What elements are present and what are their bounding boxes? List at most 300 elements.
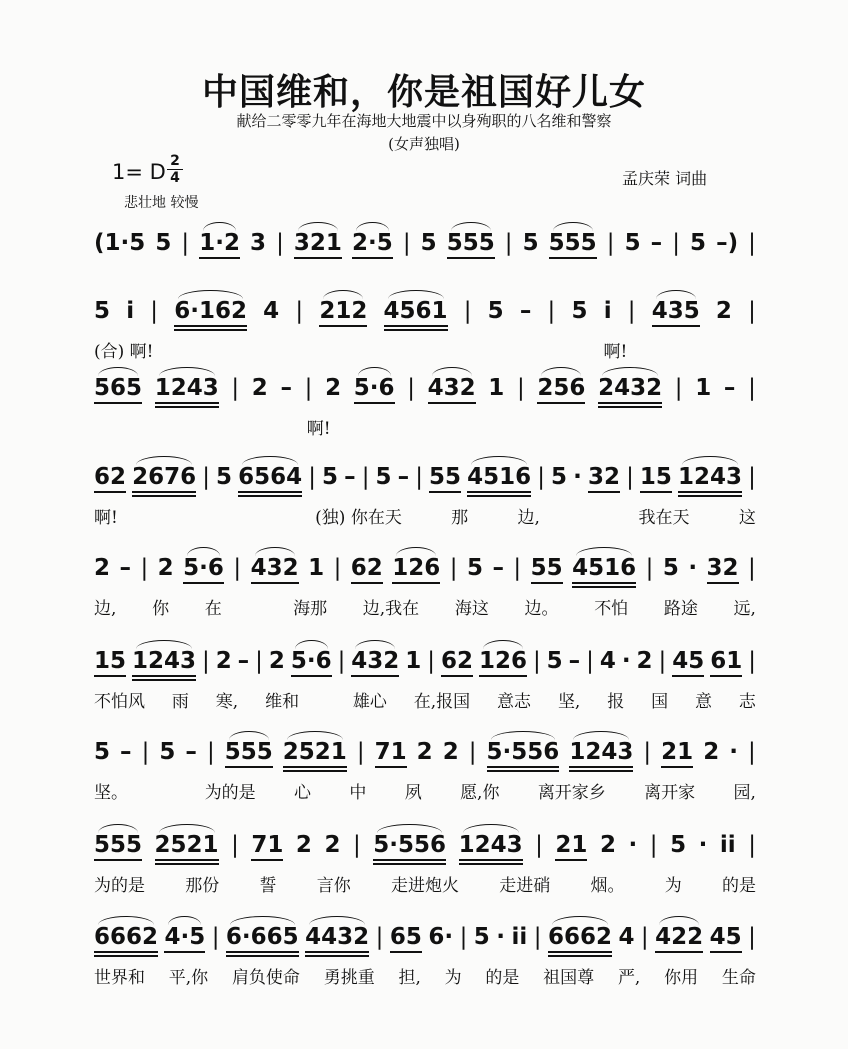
- note-group: 2: [215, 648, 232, 674]
- lyric-syllables: 雄心: [352, 692, 387, 712]
- lyric-syllables: 边,: [517, 508, 540, 528]
- beam-underline: [710, 675, 742, 677]
- beam-underline: [447, 257, 495, 259]
- slur-mark: [98, 824, 138, 833]
- bar-line: |: [356, 739, 365, 765]
- notes-line: [94, 462, 756, 492]
- lyric-syllables: 寒,: [215, 692, 239, 712]
- note-group: 5: [487, 298, 504, 324]
- beam-underline: [294, 257, 342, 259]
- beam-underline: [392, 582, 440, 584]
- bar-line: |: [202, 464, 210, 490]
- notes-line: [94, 830, 756, 860]
- bar-line: |: [748, 555, 756, 581]
- beam-underline: [226, 951, 299, 953]
- lyric-syllables: 生命: [721, 968, 756, 988]
- note-group: 4432: [305, 924, 370, 950]
- note-group: 61: [710, 648, 743, 674]
- bar-line: |: [640, 924, 649, 950]
- note-group: 6662: [94, 924, 159, 950]
- beam-underline: [305, 951, 369, 953]
- notes-line: [94, 922, 756, 952]
- note-group: 555: [548, 230, 597, 256]
- beam-underline: [655, 951, 703, 953]
- beam-underline: [132, 679, 196, 681]
- note-group: 5: [670, 832, 687, 858]
- voice-type: (女声独唱): [388, 135, 460, 153]
- note-group: 5: [94, 739, 111, 765]
- bar-line: |: [201, 648, 210, 674]
- note-group: 5: [624, 230, 641, 256]
- lyric-syllables: 你用: [664, 968, 699, 988]
- lyric-syllables: 园,: [733, 783, 756, 803]
- note-group: 2: [442, 739, 459, 765]
- beam-underline: [569, 770, 633, 772]
- lyric-syllables: 离开家: [644, 783, 696, 803]
- note-group: i: [126, 298, 135, 324]
- bar-line: |: [533, 924, 542, 950]
- beam-underline: [164, 951, 205, 953]
- beam-underline: [572, 586, 636, 588]
- note-group: 2: [157, 555, 174, 581]
- note-group: 4516: [467, 464, 532, 490]
- lyric-syllables: 这: [738, 508, 756, 528]
- lyric-syllables: 世界和: [94, 968, 145, 988]
- bar-line: |: [649, 832, 658, 858]
- beam-underline: [429, 491, 461, 493]
- note-group: 55: [429, 464, 462, 490]
- beam-underline: [155, 406, 219, 408]
- note-group: 212: [319, 298, 368, 324]
- bar-line: |: [748, 298, 756, 324]
- composer-credit: 孟庆荣 词曲: [622, 169, 708, 188]
- lyrics-line: [94, 968, 756, 988]
- beam-underline: [652, 325, 700, 327]
- bar-line: |: [748, 832, 756, 858]
- slur-mark: [451, 222, 491, 231]
- lyric-syllables: 你: [152, 599, 170, 619]
- beam-underline: [305, 955, 369, 957]
- note-group: 21: [555, 832, 588, 858]
- lyric-syllables: 啊!: [306, 419, 331, 439]
- note-group: 2432: [598, 375, 663, 401]
- bar-line: |: [672, 230, 680, 256]
- slur-mark: [471, 456, 527, 465]
- note-group: 21: [661, 739, 694, 765]
- note-group: 4·5: [164, 924, 206, 950]
- note-group: 15: [639, 464, 672, 490]
- slur-mark: [396, 547, 436, 556]
- beam-underline: [174, 325, 247, 327]
- lyric-syllables: 夙: [404, 783, 422, 803]
- note-group: 1243: [569, 739, 634, 765]
- note-group: 5: [322, 464, 339, 490]
- note-group: 2521: [282, 739, 347, 765]
- beam-underline: [183, 582, 224, 584]
- time-signature: [167, 154, 183, 185]
- bar-line: |: [513, 555, 522, 581]
- slur-mark: [159, 367, 215, 376]
- slur-mark: [298, 222, 338, 231]
- lyric-syllables: 为的是: [94, 876, 145, 896]
- song-title: 中国维和，你是祖国好儿女: [201, 72, 646, 113]
- note-group: 5: [522, 230, 539, 256]
- beam-underline: [487, 770, 560, 772]
- note-group: ·: [496, 924, 506, 950]
- note-group: 321: [293, 230, 342, 256]
- note-group: 62: [350, 555, 383, 581]
- lyric-syllables: 担,: [398, 968, 421, 988]
- note-group: 555: [94, 832, 143, 858]
- note-group: 5: [546, 648, 563, 674]
- note-group: 5: [662, 555, 679, 581]
- beam-underline: [678, 491, 742, 493]
- tempo-marking: 悲壮地 较慢: [124, 195, 199, 211]
- lyric-syllables: 啊!: [603, 342, 628, 362]
- note-group: –: [120, 739, 132, 765]
- note-group: 126: [478, 648, 527, 674]
- lyric-syllables: (合) 啊!: [94, 342, 154, 362]
- note-group: 6564: [238, 464, 303, 490]
- note-group: 432: [427, 375, 476, 401]
- slur-mark: [309, 916, 365, 925]
- note-group: 62: [440, 648, 473, 674]
- slur-mark: [168, 916, 201, 925]
- note-group: 45: [709, 924, 742, 950]
- beam-underline: [352, 257, 393, 259]
- note-group: 5: [551, 464, 568, 490]
- beam-underline: [291, 675, 332, 677]
- beam-underline: [548, 951, 612, 953]
- bar-line: |: [535, 832, 543, 858]
- beam-underline: [640, 491, 672, 493]
- lyric-syllables: 心: [294, 783, 312, 803]
- lyric-syllables: 坚。: [94, 783, 128, 803]
- beam-underline: [441, 675, 473, 677]
- notes-line: [94, 228, 756, 258]
- lyrics-line: [94, 692, 756, 712]
- note-group: 32: [587, 464, 620, 490]
- slur-mark: [541, 367, 581, 376]
- lyric-syllables: 愿,你: [460, 783, 500, 803]
- note-group: 45: [672, 648, 705, 674]
- note-group: 4516: [572, 555, 637, 581]
- beam-underline: [225, 766, 273, 768]
- note-group: 2: [325, 375, 342, 401]
- beam-underline: [238, 491, 302, 493]
- note-group: (1·5: [94, 230, 146, 256]
- lyric-syllables: 的是: [485, 968, 520, 988]
- slur-mark: [229, 731, 269, 740]
- note-group: –: [492, 555, 504, 581]
- bar-line: |: [504, 230, 513, 256]
- bar-line: |: [547, 298, 556, 324]
- note-group: 71: [251, 832, 284, 858]
- slur-mark: [355, 640, 395, 649]
- note-group: 2: [295, 832, 312, 858]
- beam-underline: [354, 402, 395, 404]
- bar-line: |: [748, 375, 756, 401]
- beam-underline: [373, 859, 446, 861]
- note-group: –: [237, 648, 250, 674]
- beam-underline: [537, 402, 585, 404]
- lyric-syllables: 中: [349, 783, 367, 803]
- beam-underline: [598, 406, 662, 408]
- slur-mark: [323, 290, 363, 299]
- slur-mark: [136, 456, 192, 465]
- note-group: –: [397, 464, 410, 490]
- bar-line: |: [353, 832, 361, 858]
- beam-underline: [155, 863, 219, 865]
- beam-underline: [251, 582, 299, 584]
- lyric-syllables: 祖国尊: [543, 968, 595, 988]
- note-group: 6·162: [174, 298, 247, 324]
- bar-line: |: [463, 298, 472, 324]
- bar-line: |: [337, 648, 346, 674]
- bar-line: |: [537, 464, 545, 490]
- beam-underline: [174, 329, 247, 331]
- note-group: 32: [706, 555, 739, 581]
- note-group: 2: [703, 739, 720, 765]
- lyric-syllables: 边,我在: [362, 599, 420, 619]
- note-group: 2676: [132, 464, 197, 490]
- note-group: 1·2: [199, 230, 240, 256]
- note-group: 1: [488, 375, 505, 401]
- beam-underline: [384, 325, 448, 327]
- note-group: 6662: [547, 924, 612, 950]
- note-group: 2: [599, 832, 616, 858]
- notes-line: [94, 553, 756, 583]
- lyric-syllables: 远,: [733, 599, 756, 619]
- bar-line: |: [748, 648, 756, 674]
- note-group: 71: [374, 739, 407, 765]
- bar-line: |: [748, 924, 756, 950]
- note-group: i: [603, 298, 612, 324]
- bar-line: |: [468, 739, 477, 765]
- note-group: –: [280, 375, 292, 401]
- bar-line: |: [181, 230, 190, 256]
- beam-underline: [132, 495, 196, 497]
- note-group: 65: [389, 924, 422, 950]
- beam-underline: [94, 951, 158, 953]
- beam-underline: [707, 582, 739, 584]
- lyric-syllables: 走进硝: [499, 876, 551, 896]
- beam-underline: [572, 582, 636, 584]
- key-signature: 1= D: [112, 160, 166, 184]
- lyric-syllables: 肩负使命: [231, 968, 300, 988]
- beam-underline: [549, 257, 597, 259]
- note-group: 5: [473, 924, 490, 950]
- lyric-syllables: 在: [204, 599, 222, 619]
- note-group: 2: [251, 375, 268, 401]
- notes-line: [94, 737, 756, 767]
- slur-mark: [388, 290, 444, 299]
- note-group: 4561: [383, 298, 448, 324]
- beam-underline: [238, 495, 302, 497]
- bar-line: |: [606, 230, 615, 256]
- beam-underline: [155, 859, 219, 861]
- beam-underline: [678, 495, 742, 497]
- slur-mark: [203, 222, 236, 231]
- beam-underline: [710, 951, 742, 953]
- lyric-syllables: 国: [651, 692, 669, 712]
- bar-line: |: [532, 648, 541, 674]
- beam-underline: [155, 402, 219, 404]
- bar-line: |: [645, 555, 654, 581]
- lyric-syllables: 雨: [171, 692, 189, 712]
- slur-mark: [287, 731, 343, 740]
- slur-mark: [553, 222, 593, 231]
- note-group: 6·665: [225, 924, 299, 950]
- note-group: ·: [688, 555, 698, 581]
- bar-line: |: [626, 464, 634, 490]
- bar-line: |: [206, 739, 215, 765]
- note-group: 1243: [131, 648, 196, 674]
- note-group: ii: [511, 924, 528, 950]
- lyric-syllables: 勇挑重: [323, 968, 375, 988]
- note-group: –: [568, 648, 581, 674]
- beam-underline: [251, 859, 283, 861]
- time-signature-top: 2: [170, 153, 180, 169]
- lyric-syllables: 为: [664, 876, 682, 896]
- note-group: 5: [466, 555, 483, 581]
- bar-line: |: [459, 924, 468, 950]
- beam-underline: [132, 675, 196, 677]
- note-group: 555: [446, 230, 495, 256]
- lyric-syllables: 啊!: [94, 508, 118, 528]
- note-group: ·: [729, 739, 738, 765]
- lyrics-line: [94, 419, 756, 439]
- bar-line: |: [586, 648, 594, 674]
- lyric-syllables: 海这: [454, 599, 489, 619]
- note-group: 2: [636, 648, 653, 674]
- slur-mark: [682, 456, 738, 465]
- bar-line: |: [150, 298, 159, 324]
- bar-line: |: [674, 375, 683, 401]
- beam-underline: [199, 257, 240, 259]
- bar-line: |: [308, 464, 316, 490]
- slur-mark: [602, 367, 658, 376]
- lyrics-line: [94, 508, 756, 528]
- note-group: 432: [351, 648, 400, 674]
- bar-line: |: [255, 648, 263, 674]
- note-group: 6·: [428, 924, 454, 950]
- lyric-syllables: 路途: [663, 599, 698, 619]
- note-group: 4: [618, 924, 635, 950]
- beam-underline: [661, 766, 693, 768]
- lyric-syllables: 走进炮火: [391, 876, 459, 896]
- slur-mark: [159, 824, 215, 833]
- note-group: –: [185, 739, 197, 765]
- lyric-syllables: 为的是: [204, 783, 256, 803]
- note-group: –): [716, 230, 739, 256]
- note-group: –: [119, 555, 131, 581]
- note-group: ·: [628, 832, 638, 858]
- beam-underline: [459, 863, 523, 865]
- beam-underline: [487, 766, 560, 768]
- slur-mark: [483, 640, 523, 649]
- beam-underline: [375, 766, 407, 768]
- note-group: 5·6: [290, 648, 332, 674]
- note-group: 4: [263, 298, 280, 324]
- slur-mark: [573, 731, 629, 740]
- beam-underline: [531, 582, 563, 584]
- lyric-syllables: 报: [607, 692, 625, 712]
- note-group: 5·556: [373, 832, 447, 858]
- note-group: 2: [268, 648, 285, 674]
- slur-mark: [576, 547, 632, 556]
- note-group: 1243: [677, 464, 742, 490]
- beam-underline: [390, 951, 422, 953]
- beam-underline: [132, 491, 196, 493]
- note-group: 1: [695, 375, 712, 401]
- bar-line: |: [304, 375, 313, 401]
- slur-mark: [98, 367, 138, 376]
- note-group: 5: [690, 230, 707, 256]
- note-group: 5: [216, 464, 233, 490]
- bar-line: |: [140, 555, 149, 581]
- note-group: 2: [416, 739, 433, 765]
- beam-underline: [319, 325, 367, 327]
- note-group: 15: [94, 648, 127, 674]
- note-group: 5: [375, 464, 392, 490]
- slur-mark: [432, 367, 472, 376]
- lyric-syllables: 志: [738, 692, 756, 712]
- note-group: 5: [155, 230, 172, 256]
- note-group: –: [344, 464, 356, 490]
- bar-line: |: [643, 739, 652, 765]
- note-group: 1243: [154, 375, 219, 401]
- lyric-syllables: 烟。: [590, 876, 625, 896]
- bar-line: |: [748, 464, 756, 490]
- beam-underline: [459, 859, 523, 861]
- slur-mark: [656, 290, 696, 299]
- note-group: 55: [530, 555, 563, 581]
- note-group: 5·6: [183, 555, 224, 581]
- slur-mark: [136, 640, 192, 649]
- note-group: 5: [420, 230, 437, 256]
- note-group: 2·5: [352, 230, 393, 256]
- note-group: 435: [651, 298, 700, 324]
- bar-line: |: [276, 230, 284, 256]
- beam-underline: [598, 402, 662, 404]
- slur-mark: [358, 367, 391, 376]
- note-group: 2: [94, 555, 111, 581]
- lyric-syllables: 为: [444, 968, 462, 988]
- note-group: 422: [655, 924, 704, 950]
- slur-mark: [295, 640, 328, 649]
- bar-line: |: [449, 555, 458, 581]
- lyric-syllables: 平,你: [168, 968, 209, 988]
- lyrics-line: [94, 783, 756, 803]
- slur-mark: [230, 916, 295, 925]
- bar-line: |: [415, 464, 423, 490]
- bar-line: |: [375, 924, 384, 950]
- lyric-syllables: 那: [451, 508, 469, 528]
- slur-mark: [552, 916, 608, 925]
- notes-line: [94, 646, 756, 676]
- beam-underline: [467, 495, 531, 497]
- bar-line: |: [361, 464, 370, 490]
- note-group: –: [650, 230, 663, 256]
- lyric-syllables: 严,: [617, 968, 641, 988]
- bar-line: |: [658, 648, 667, 674]
- note-group: 1243: [458, 832, 523, 858]
- lyric-syllables: 离开家乡: [537, 783, 606, 803]
- note-group: 565: [94, 375, 143, 401]
- notes-line: [94, 373, 756, 403]
- note-group: ·: [698, 832, 708, 858]
